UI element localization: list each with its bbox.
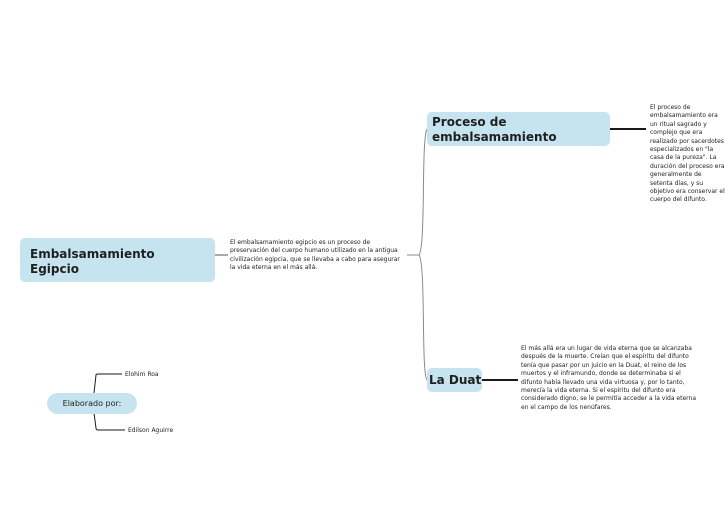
intro-note-text: El embalsamamiento egipcio es un proceso de preservación del cuerpo humano utilizado en la antigua civilización egipcia, que se llevaba a cabo para asegurar la vida eterna en el más allá. [230, 239, 400, 272]
author-item[interactable] [125, 371, 159, 379]
author-name: Edilson Aguirre [128, 427, 174, 434]
note-proceso[interactable] [650, 104, 725, 205]
connector-credits-to-author-1 [94, 413, 125, 430]
author-item[interactable] [128, 427, 173, 435]
main-topic[interactable] [20, 238, 215, 282]
main-topic-label: Embalsamamiento Egipcio [30, 247, 155, 276]
note-proceso-text: El proceso de embalsamamiento era un ritual sagrado y complejo que era realizado por sacerdotes especializados en "la casa de la pureza". La duración del proceso era generalmente de setenta días, y su objetivo era conservar el cuerpo del difunto. [650, 104, 725, 204]
connector-hub-to-duat [419, 255, 427, 380]
topic-proceso-label: Proceso de embalsamamiento [432, 115, 557, 144]
credits-label: Elaborado por: [62, 399, 122, 408]
topic-proceso-de-embalsamamiento[interactable] [427, 112, 610, 146]
connector-hub-to-proceso [419, 129, 427, 255]
note-duat-text: El más allá era un lugar de vida eterna que se alcanzaba después de la muerte. Creían que el espíritu del difunto tenía que pasar por un juicio en la Duat, el reino de los muertos y el inframundo, donde se determinaba si el difunto había llevado una vida virtuosa y, por lo tanto, merecía la vida eterna. Si el espíritu del difunto era considerado digno, se le permitía acceder a la vida eterna en el campo de los nenúfares. [521, 345, 696, 411]
topic-la-duat[interactable] [427, 368, 482, 392]
connector-credits-to-author-0 [94, 374, 122, 393]
note-duat[interactable] [521, 345, 697, 412]
author-name: Elohim Roa [125, 371, 159, 378]
credits-topic[interactable] [47, 393, 137, 414]
intro-note[interactable] [230, 239, 400, 273]
topic-la-duat-label: La Duat [429, 373, 482, 387]
